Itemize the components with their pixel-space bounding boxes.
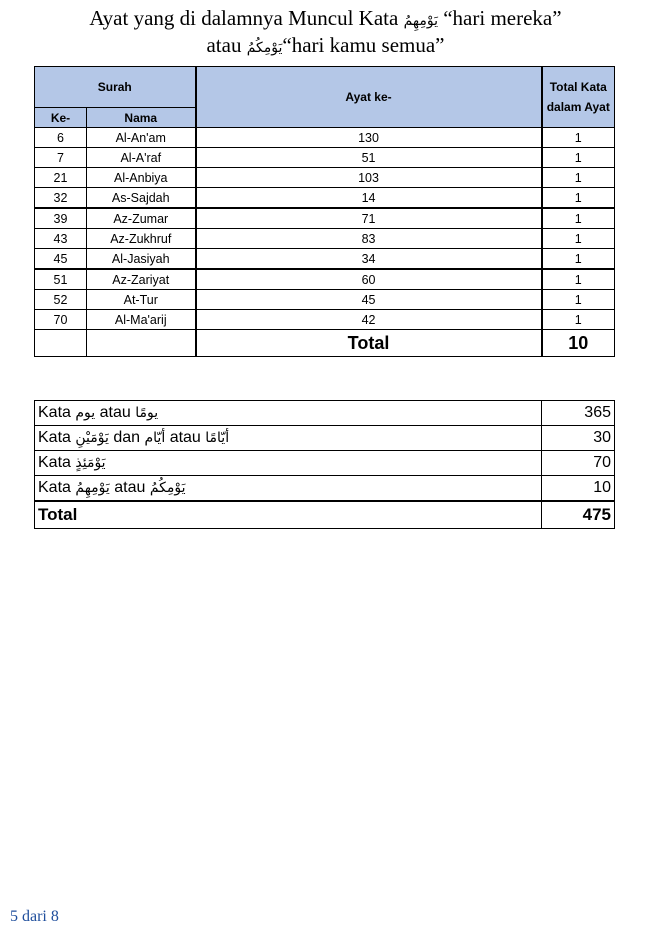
page-title xyxy=(0,6,651,60)
word-total-row xyxy=(35,501,615,529)
cell-nama: Az-Zumar xyxy=(87,208,196,229)
word-label-cell xyxy=(35,401,542,426)
title-arabic-word: يَوْمِهِمُ xyxy=(403,13,438,29)
cell-total: 1 xyxy=(542,128,615,148)
page-number: 5 dari 8 xyxy=(10,908,59,925)
table-row xyxy=(35,310,615,330)
header-nama: Nama xyxy=(87,108,196,128)
total-label: Total xyxy=(196,330,542,357)
word-label-cell xyxy=(35,426,542,451)
arabic-word: يَوْمِكُمُ xyxy=(149,480,186,496)
word-label-cell xyxy=(35,451,542,476)
word-label-cell xyxy=(35,476,542,502)
arabic-word: يَوْمِهِمُ xyxy=(75,480,110,496)
cell-total: 1 xyxy=(542,229,615,249)
cell-ayat: 71 xyxy=(196,208,542,229)
word-count-table xyxy=(34,400,615,529)
cell-nama: Al-A'raf xyxy=(87,148,196,168)
word-label: atau xyxy=(169,429,201,446)
cell-total: 1 xyxy=(542,269,615,290)
cell-nama: Al-An'am xyxy=(87,128,196,148)
word-label: atau xyxy=(114,479,146,496)
total-value: 10 xyxy=(542,330,615,357)
word-count-value: 10 xyxy=(542,476,615,502)
table-row xyxy=(35,476,615,502)
cell-total: 1 xyxy=(542,168,615,188)
cell-total: 1 xyxy=(542,290,615,310)
arabic-word: أيّام xyxy=(144,430,166,446)
title-meaning: “hari kamu semua” xyxy=(282,33,445,57)
cell-ke: 39 xyxy=(35,208,87,229)
table-row xyxy=(35,168,615,188)
arabic-word: يومًا xyxy=(135,405,159,421)
arabic-word: يَوْمَيْنِ xyxy=(75,430,109,446)
word-label: atau xyxy=(99,404,131,421)
total-row xyxy=(35,330,615,357)
word-label: Kata xyxy=(38,404,71,421)
cell-ke: 32 xyxy=(35,188,87,209)
word-count-value: 365 xyxy=(542,401,615,426)
cell-nama: At-Tur xyxy=(87,290,196,310)
cell-ke: 6 xyxy=(35,128,87,148)
cell-total: 1 xyxy=(542,148,615,168)
cell-ayat: 83 xyxy=(196,229,542,249)
header-ke: Ke- xyxy=(35,108,87,128)
word-label: Kata xyxy=(38,479,71,496)
cell-nama: Al-Ma'arij xyxy=(87,310,196,330)
ayat-table xyxy=(34,66,615,357)
cell-ayat: 130 xyxy=(196,128,542,148)
cell-ke: 51 xyxy=(35,269,87,290)
header-ayat: Ayat ke- xyxy=(196,67,542,128)
cell-nama: Az-Zariyat xyxy=(87,269,196,290)
table-row xyxy=(35,188,615,209)
cell-ayat: 51 xyxy=(196,148,542,168)
cell-ayat: 42 xyxy=(196,310,542,330)
word-label: Kata xyxy=(38,454,71,471)
cell-ke: 52 xyxy=(35,290,87,310)
cell-nama: Al-Anbiya xyxy=(87,168,196,188)
table-row xyxy=(35,148,615,168)
title-line-1 xyxy=(0,6,651,33)
table-row xyxy=(35,229,615,249)
cell-ke: 21 xyxy=(35,168,87,188)
cell-nama: Az-Zukhruf xyxy=(87,229,196,249)
arabic-word: يوم xyxy=(75,405,96,421)
cell-ke: 43 xyxy=(35,229,87,249)
title-text: Ayat yang di dalamnya Muncul Kata xyxy=(89,6,399,30)
word-count-value: 30 xyxy=(542,426,615,451)
word-count-value: 70 xyxy=(542,451,615,476)
title-line-2 xyxy=(0,33,651,60)
cell-ayat: 103 xyxy=(196,168,542,188)
table-row xyxy=(35,128,615,148)
table-row xyxy=(35,269,615,290)
word-label: dan xyxy=(113,429,141,446)
table-row xyxy=(35,249,615,270)
table-row xyxy=(35,290,615,310)
word-label: Kata xyxy=(38,429,71,446)
cell-ayat: 34 xyxy=(196,249,542,270)
cell-total: 1 xyxy=(542,249,615,270)
cell-ayat: 60 xyxy=(196,269,542,290)
cell-ke: 70 xyxy=(35,310,87,330)
title-text: atau xyxy=(206,33,242,57)
cell-total: 1 xyxy=(542,310,615,330)
table-row xyxy=(35,426,615,451)
arabic-word: يَوْمَئِذٍ xyxy=(75,455,106,471)
word-total-label: Total xyxy=(35,501,542,529)
cell-ayat: 45 xyxy=(196,290,542,310)
title-arabic-word: يَوْمِكُمُ xyxy=(246,40,283,56)
table-row xyxy=(35,208,615,229)
title-meaning: “hari mereka” xyxy=(443,6,562,30)
arabic-word: أيّامًا xyxy=(205,430,230,446)
header-surah: Surah xyxy=(35,67,196,108)
word-total-value: 475 xyxy=(542,501,615,529)
cell-total: 1 xyxy=(542,188,615,209)
cell-ayat: 14 xyxy=(196,188,542,209)
table-row xyxy=(35,401,615,426)
header-total-kata: Total Kata dalam Ayat xyxy=(542,67,615,128)
cell-total: 1 xyxy=(542,208,615,229)
cell-ke: 7 xyxy=(35,148,87,168)
cell-nama: As-Sajdah xyxy=(87,188,196,209)
table-row xyxy=(35,451,615,476)
cell-nama: Al-Jasiyah xyxy=(87,249,196,270)
cell-ke: 45 xyxy=(35,249,87,270)
